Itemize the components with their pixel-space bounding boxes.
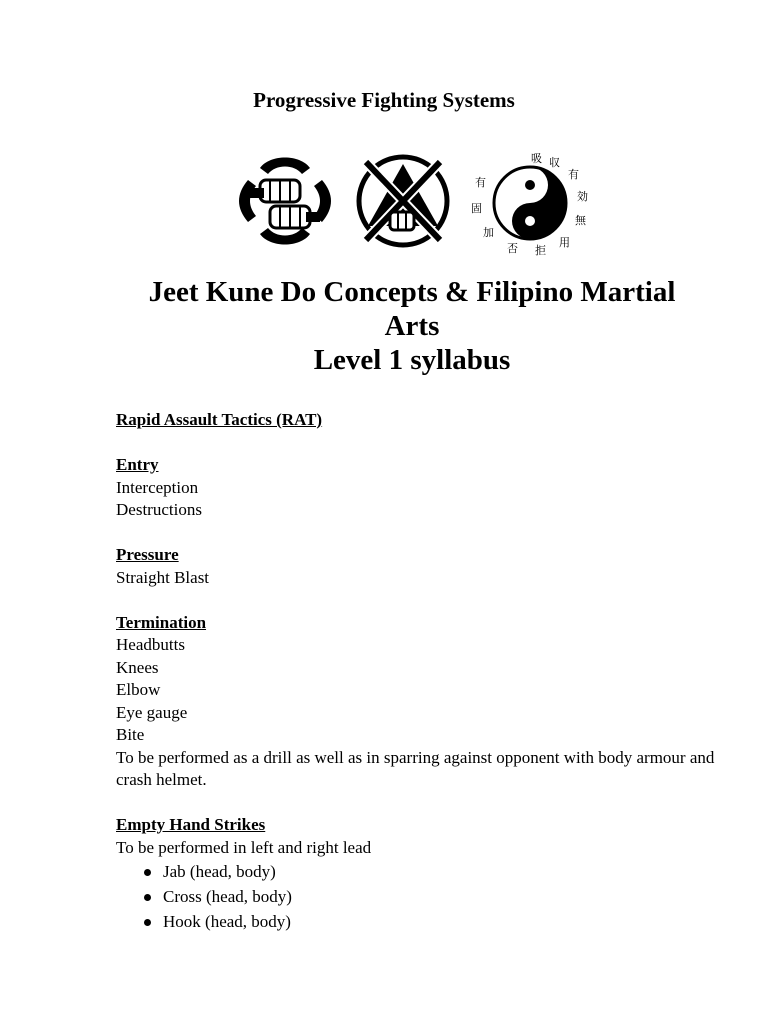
logo-char: 否 (507, 242, 518, 255)
main-title-line2: Arts (384, 310, 440, 342)
bullet-label: Jab (head, body) (163, 862, 276, 881)
bullet-icon (144, 869, 151, 876)
bullet-item (116, 884, 716, 909)
list-item: Elbow (116, 680, 161, 699)
logo-char: 用 (559, 236, 570, 249)
bullet-item (116, 859, 716, 884)
list-item: Eye gauge (116, 702, 188, 722)
logo-char: 有 (475, 176, 486, 189)
bullet-icon (144, 919, 151, 926)
strikes-heading: Empty Hand Strikes (116, 815, 266, 834)
list-item: Destructions (116, 500, 202, 519)
termination-note: To be performed as a drill as well as in sparring against opponent with body armour and crash helmet. (116, 747, 715, 789)
entry-heading: Entry (116, 455, 159, 474)
logo-char: 吸 (531, 152, 542, 165)
main-title-line1: Jeet Kune Do Concepts & Filipino Martial (148, 276, 676, 308)
logo-char: 収 (549, 156, 560, 169)
rat-heading: Rapid Assault Tactics (RAT) (116, 410, 323, 429)
fists-logo-icon (230, 150, 340, 252)
termination-heading: Termination (116, 612, 207, 632)
list-item: Headbutts (116, 635, 185, 654)
bullet-label: Cross (head, body) (163, 887, 292, 906)
list-item: Straight Blast (116, 567, 210, 587)
list-item: Bite (116, 725, 145, 744)
bullet-icon (144, 894, 151, 901)
list-item: Interception (116, 477, 199, 497)
strikes-list (116, 859, 716, 934)
logo-char: 効 (577, 190, 588, 203)
main-title (0, 275, 768, 377)
logo-char: 拒 (535, 244, 546, 256)
logo-char: 有 (568, 168, 579, 181)
list-item: Knees (116, 657, 159, 677)
logo-char: 無 (575, 214, 586, 227)
bullet-label: Hook (head, body) (163, 912, 291, 931)
logo-char: 加 (483, 226, 494, 239)
syllabus-content (116, 409, 716, 934)
crossed-sticks-logo-icon (354, 152, 452, 250)
header-title: Progressive Fighting Systems (253, 88, 515, 112)
bullet-item (116, 909, 716, 934)
strikes-intro: To be performed in left and right lead (116, 837, 372, 857)
logo-row (230, 150, 600, 256)
yin-yang-logo-icon (465, 150, 595, 256)
main-title-line3: Level 1 syllabus (313, 344, 511, 376)
logo-char: 固 (471, 202, 482, 215)
pressure-heading: Pressure (116, 545, 179, 564)
